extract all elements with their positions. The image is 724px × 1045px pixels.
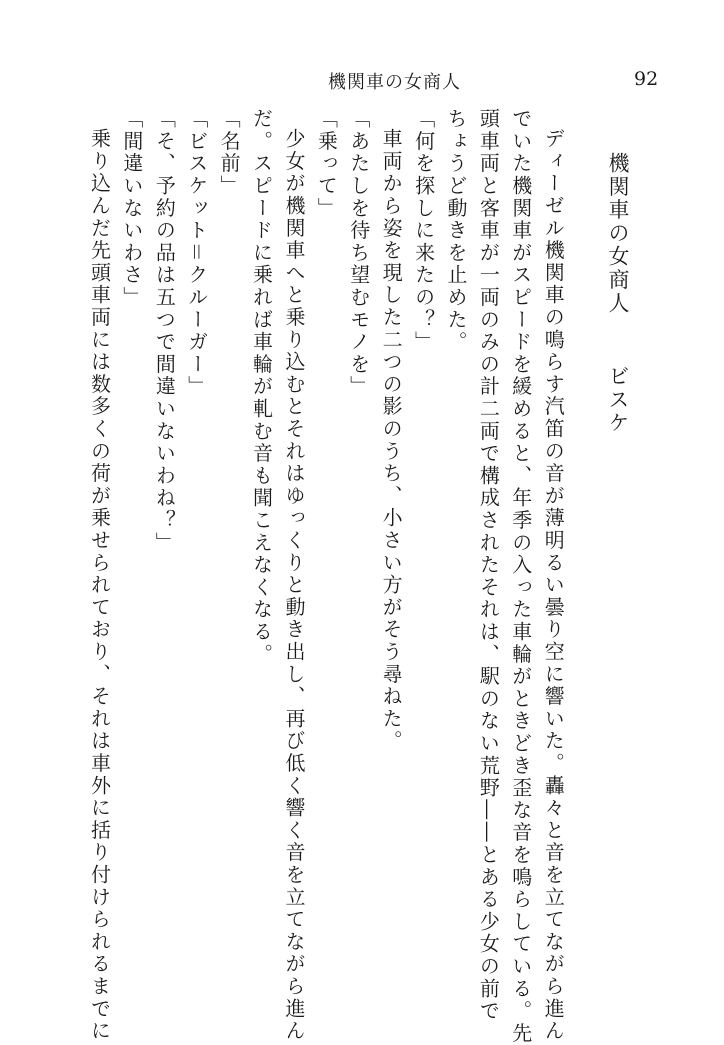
text-line: 頭車両と客車が一両のみの計二両で構成されたそれは、駅のない荒野――とある少女の前で	[476, 108, 501, 1023]
dialogue-line: 「間違いないわさ」	[119, 108, 144, 309]
text-line: 車両から姿を現した二つの影のうち、小さい方がそう尋ねた。	[379, 128, 404, 753]
vertical-body-text	[83, 108, 634, 1045]
running-head	[0, 68, 724, 96]
text-line: ちょうど動きを止めた。	[443, 108, 468, 354]
running-head-title: 機関車の女商人	[328, 72, 461, 93]
text-line: でいた機関車がスピードを緩めると、年季の入った車輪がときどき歪な音を鳴らしている。先	[508, 108, 533, 1045]
blank-line	[569, 108, 601, 940]
text-line: 乗り込んだ先頭車両には数多くの荷が乗せられており、それは車外に括り付けられるまでに	[87, 128, 112, 1043]
dialogue-line: 「そ、予約の品は五つで間違いないわね？」	[152, 108, 177, 554]
chapter-author: ビスケ	[606, 365, 630, 436]
text-line: 少女が機関車へと乗り込むとそれはゆっくりと動き出し、再び低く響く音を立てながら進ん	[281, 128, 306, 1043]
dialogue-line: 「乗って」	[314, 108, 339, 220]
dialogue-line: 「何を探しに来たの？」	[411, 108, 436, 354]
text-line: だ。スピードに乗れば車輪が軋む音も聞こえなくなる。	[249, 108, 274, 666]
dialogue-line: 「あたしを待ち望むモノを」	[346, 108, 371, 398]
text-line: ディーゼル機関車の鳴らす汽笛の音が薄明るい曇り空に響いた。轟々と音を立てながら進ん	[541, 128, 566, 1043]
chapter-title-line	[602, 108, 634, 940]
chapter-title: 機関車の女商人	[606, 152, 630, 316]
dialogue-line: 「ビスケット＝クルーガー」	[184, 108, 209, 398]
dialogue-line: 「名前」	[217, 108, 242, 198]
page-number: 92	[634, 68, 659, 90]
